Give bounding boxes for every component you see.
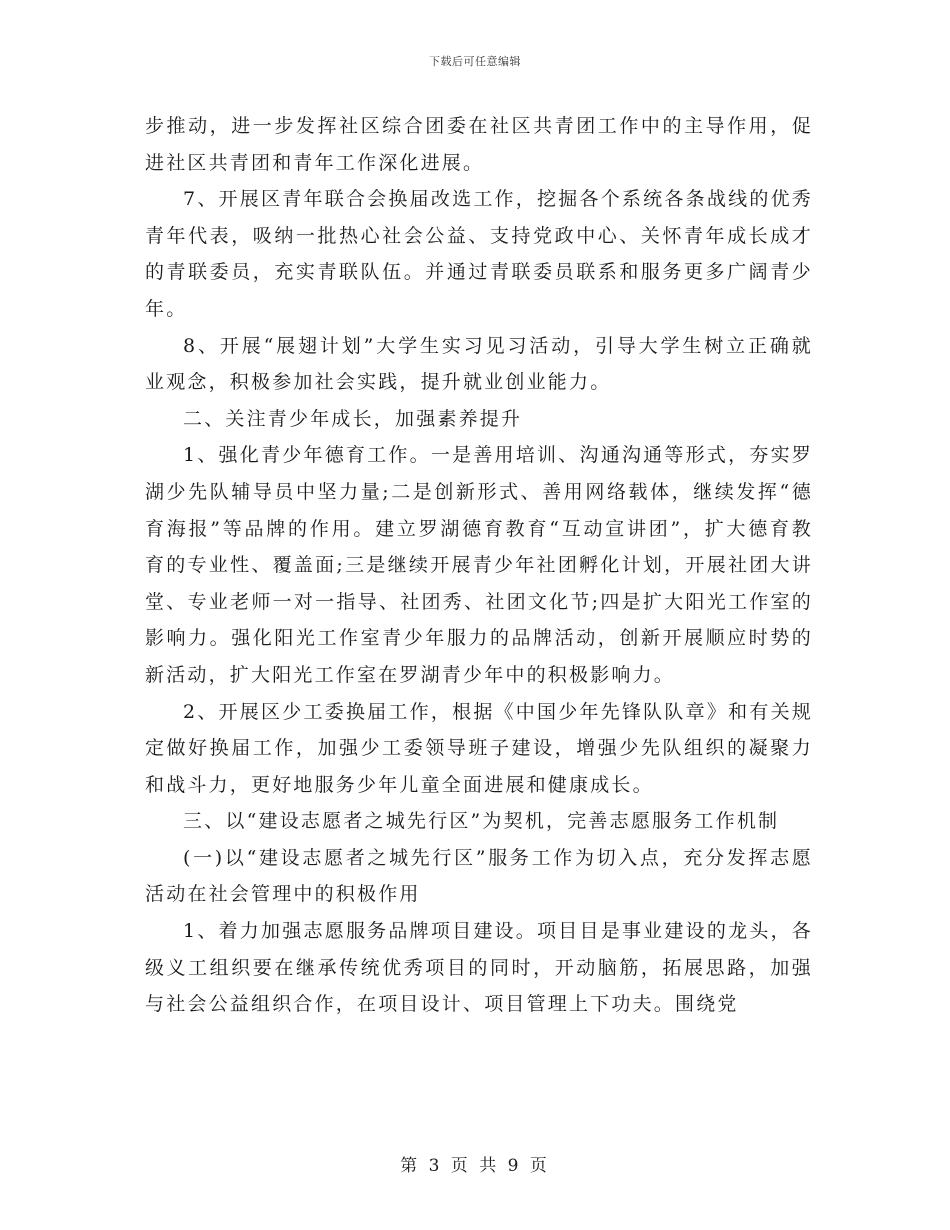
paragraph-section3-item-1: 1、着力加强志愿服务品牌项目建设。项目目是事业建设的龙头，各级义工组织要在继承传统优秀项目的同时，开动脑筋，拓展思路，加强与社会公益组织合作，在项目设计、项目管理上下功夫。围绕党 xyxy=(145,920,813,1016)
paragraph-continuation: 步推动，进一步发挥社区综合团委在社区共青团工作中的主导作用，促进社区共青团和青年工作深化进展。 xyxy=(145,115,813,174)
page-header-note: 下载后可任意编辑 xyxy=(429,55,521,68)
paragraph-item-7: 7、开展区青年联合会换届改选工作，挖掘各个系统各条战线的优秀青年代表，吸纳一批热心社会公益、支持党政中心、关怀青年成长成才的青联委员，充实青联队伍。并通过青联委员联系和服务更多广阔青少年。 xyxy=(145,188,813,320)
document-body xyxy=(145,108,813,1023)
paragraph-item-8: 8、开展“展翅计划”大学生实习见习活动，引导大学生树立正确就业观念，积极参加社会实践，提升就业创业能力。 xyxy=(145,334,813,394)
paragraph-section2-item-1: 1、强化青少年德育工作。一是善用培训、沟通沟通等形式，夯实罗湖少先队辅导员中坚力量;二是创新形式、善用网络载体，继续发挥“德育海报”等品牌的作用。建立罗湖德育教育“互动宣讲团”，扩大德育教育的专业性、覆盖面;三是继续开展青少年社团孵化计划，开展社团大讲堂、专业老师一对一指导、社团秀、社团文化节;四是扩大阳光工作室的影响力。强化阳光工作室青少年服力的品牌活动，创新开展顺应时势的新活动，扩大阳光工作室在罗湖青少年中的积极影响力。 xyxy=(145,444,813,686)
page-number: 第 3 页 共 9 页 xyxy=(400,1156,550,1176)
section-heading-2: 二、关注青少年成长，加强素养提升 xyxy=(183,407,523,430)
section-heading-3: 三、以“建设志愿者之城先行区”为契机，完善志愿服务工作机制 xyxy=(183,810,780,833)
paragraph-section2-item-2: 2、开展区少工委换届工作，根据《中国少年先锋队队章》和有关规定做好换届工作，加强少工委领导班子建设，增强少先队组织的凝聚力和战斗力，更好地服务少年儿童全面进展和健康成长。 xyxy=(145,700,813,796)
subsection-heading-1: (一)以“建设志愿者之城先行区”服务工作为切入点，充分发挥志愿活动在社会管理中的积极作用 xyxy=(145,846,813,906)
